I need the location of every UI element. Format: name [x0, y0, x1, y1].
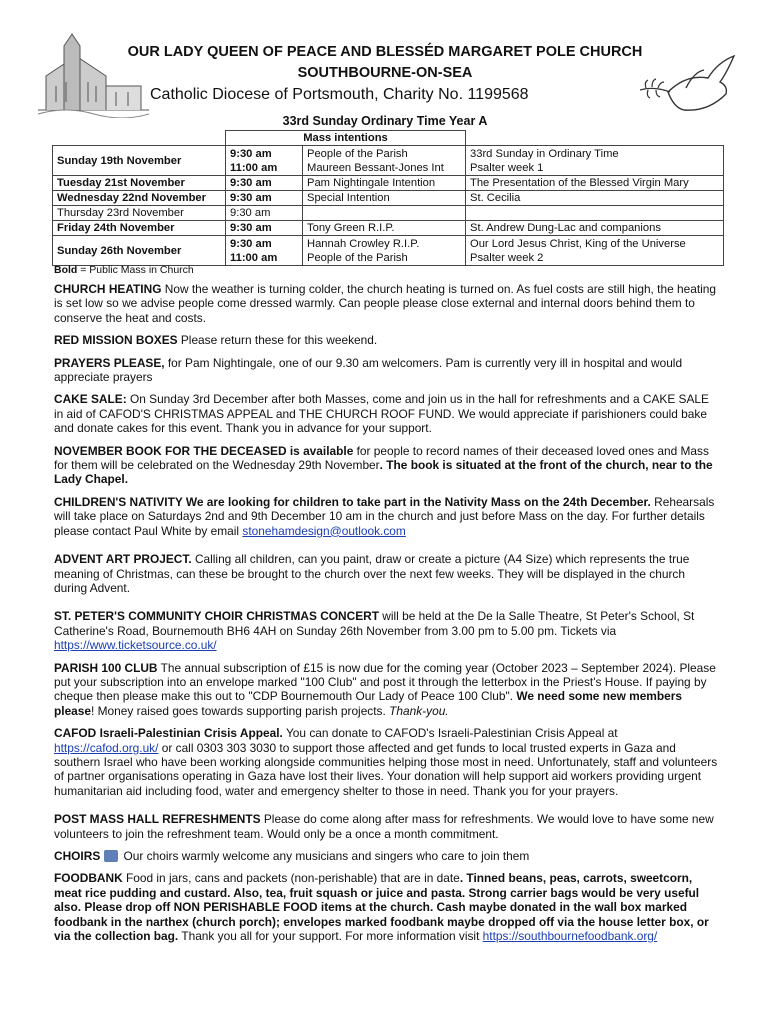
mass-intention: Tony Green R.I.P.	[303, 221, 466, 236]
nativity-email-link[interactable]: stonehamdesign@outlook.com	[242, 523, 406, 538]
mass-intention: Pam Nightingale Intention	[303, 176, 466, 191]
notice-choirs: CHOIRS Our choirs warmly welcome any musicians and singers who care to join them	[54, 849, 530, 863]
notice-100-club: PARISH 100 CLUB The annual subscription of £15 is now due for the coming year (October 2023 – September 2024). Please put your subscription into an envelope marked "100 Club" and post it through the letterbox in the Priest's House. If paying by cheque then please make this out to "CDP Bournemouth Our Lady of Peace 100 Club". We need some new members please! Money raised goes towards supporting parish projects. Thank-you.	[54, 660, 716, 718]
diocese-charity: Catholic Diocese of Portsmouth, Charity No. 1199568	[150, 86, 529, 103]
mass-feast	[466, 206, 724, 221]
notice-cafod-appeal: CAFOD Israeli-Palestinian Crisis Appeal. You can donate to CAFOD's Israeli-Palestinian Crisis Appeal at https://cafod.org.uk/ or call 0303 303 3030 to support those affected and get funds to local trusted experts in Gaza and southern Israel who have been working alongside communities helping those most in need. Unfortunately, staff and volunteers of partner organisations operating in Gaza have lost their lives. Your donation will help support aid workers providing urgent humanitarian aid including food, water and emergency shelter to those in need. Thank you for your prayers.	[54, 726, 718, 798]
mass-intention	[303, 206, 466, 221]
mass-day: Sunday 26th November	[53, 236, 226, 266]
notices	[54, 282, 720, 951]
mass-time: 9:30 am	[226, 176, 303, 191]
mass-intention: Special Intention	[303, 191, 466, 206]
mass-intentions-header: Mass intentions	[226, 131, 466, 146]
mass-feast: Our Lord Jesus Christ, King of the Universe Psalter week 2	[466, 236, 724, 266]
mass-time: 9:30 am 11:00 am	[226, 146, 303, 176]
mass-day: Sunday 19th November	[53, 146, 226, 176]
mass-time: 9:30 am	[226, 191, 303, 206]
table-legend: Bold = Public Mass in Church	[54, 264, 194, 276]
notice-nativity: CHILDREN'S NATIVITY We are looking for children to take part in the Nativity Mass on the 24th December. Rehearsals will take place on Saturdays 2nd and 9th December 10 am in the church and just before Mass on the day. For further details please contact Paul White by email stonehamdesign@outlook.com	[54, 494, 715, 538]
mass-day: Thursday 23rd November	[53, 206, 226, 221]
church-location: SOUTHBOURNE-ON-SEA	[297, 65, 473, 81]
notice-foodbank: FOODBANK Food in jars, cans and packets (non-perishable) that are in date. Tinned beans, peas, carrots, sweetcorn, meat rice pudding and custard. Also, tea, fruit squash or juice and pasta. Strong carrier bags would be very useful also. Please drop off NON PERISHABLE FOOD items at the church. Cash maybe donated in the wall box marked foodbank in the narthex (church porch); envelopes marked foodbank maybe dropped off via the house letter box, or via the collection bag. Thank you all for your support. For more information visit https://southbournefoodbank.org/	[54, 871, 709, 944]
mass-time: 9:30 am 11:00 am	[226, 236, 303, 266]
notice-hall-refreshments: POST MASS HALL REFRESHMENTS Please do come along after mass for refreshments. We would love to have some new volunteers to join the refreshment team. Would only be a once a month commitment.	[54, 812, 714, 841]
table-row	[53, 146, 724, 176]
mass-feast: 33rd Sunday in Ordinary Time Psalter week 1	[466, 146, 724, 176]
mass-day: Wednesday 22nd November	[53, 191, 226, 206]
mass-time: 9:30 am	[226, 206, 303, 221]
notice-choir-concert: ST. PETER'S COMMUNITY CHOIR CHRISTMAS CONCERT will be held at the De la Salle Theatre, St Peter's School, St Catherine's Road, Bournemouth BH6 4AH on Sunday 26th November from 3.00 pm to 5.00 pm. Tickets via https://www.ticketsource.co.uk/	[54, 609, 695, 653]
table-row	[53, 221, 724, 236]
foodbank-link[interactable]: https://southbournefoodbank.org/	[482, 929, 658, 944]
newsletter-header	[0, 0, 770, 118]
mass-day: Friday 24th November	[53, 221, 226, 236]
table-row	[53, 236, 724, 266]
mass-intention: Hannah Crowley R.I.P. People of the Parish	[303, 236, 466, 266]
table-row	[53, 206, 724, 221]
mass-feast: St. Andrew Dung-Lac and companions	[466, 221, 724, 236]
table-header-row	[53, 131, 724, 146]
liturgical-week: 33rd Sunday Ordinary Time Year A	[282, 114, 488, 128]
notice-book-deceased: NOVEMBER BOOK FOR THE DECEASED is available for people to record names of their deceased loved ones and Mass for them will be celebrated on the Wednesday 29th November. The book is situated at the front of the church, near to the Lady Chapel.	[54, 443, 713, 487]
table-row	[53, 191, 724, 206]
notice-prayers: PRAYERS PLEASE, for Pam Nightingale, one of our 9.30 am welcomers. Pam is currently very ill in hospital and would appreciate prayers	[54, 355, 683, 385]
notice-advent-art: ADVENT ART PROJECT. Calling all children, can you paint, draw or create a picture (A4 Size) which represents the true meaning of Christmas, can these be brought to the church over the next few weeks. They will be displayed in the church during Advent.	[54, 552, 690, 595]
table-row	[53, 176, 724, 191]
mass-feast: The Presentation of the Blessed Virgin Mary	[466, 176, 724, 191]
church-title: OUR LADY QUEEN OF PEACE AND BLESSÉD MARGARET POLE CHURCH	[127, 44, 643, 60]
mass-feast: St. Cecilia	[466, 191, 724, 206]
mass-day: Tuesday 21st November	[53, 176, 226, 191]
notice-cake-sale: CAKE SALE: On Sunday 3rd December after both Masses, come and join us in the hall for refreshments and a CAKE SALE in aid of CAFOD'S CHRISTMAS APPEAL and THE CHURCH ROOF FUND. We would appreciate if parishioners could bake and donate cakes for this event. Thank you in advance for your support.	[54, 392, 709, 436]
notice-mission-boxes: RED MISSION BOXES Please return these for this weekend.	[54, 333, 378, 348]
mass-time: 9:30 am	[226, 221, 303, 236]
mass-intentions-table	[52, 130, 724, 266]
cafod-link[interactable]: https://cafod.org.uk/	[54, 740, 159, 755]
notice-heating: CHURCH HEATING Now the weather is turning colder, the church heating is turned on. As fuel costs are still high, the heating is set low so we advise people come dressed warmly. Can people please close external and internal doors behind them to conserve the heat and costs.	[54, 282, 717, 325]
mass-intention: People of the Parish Maureen Bessant-Jones Int	[303, 146, 466, 176]
ticketsource-link[interactable]: https://www.ticketsource.co.uk/	[54, 638, 217, 653]
music-notes-icon	[104, 850, 118, 862]
